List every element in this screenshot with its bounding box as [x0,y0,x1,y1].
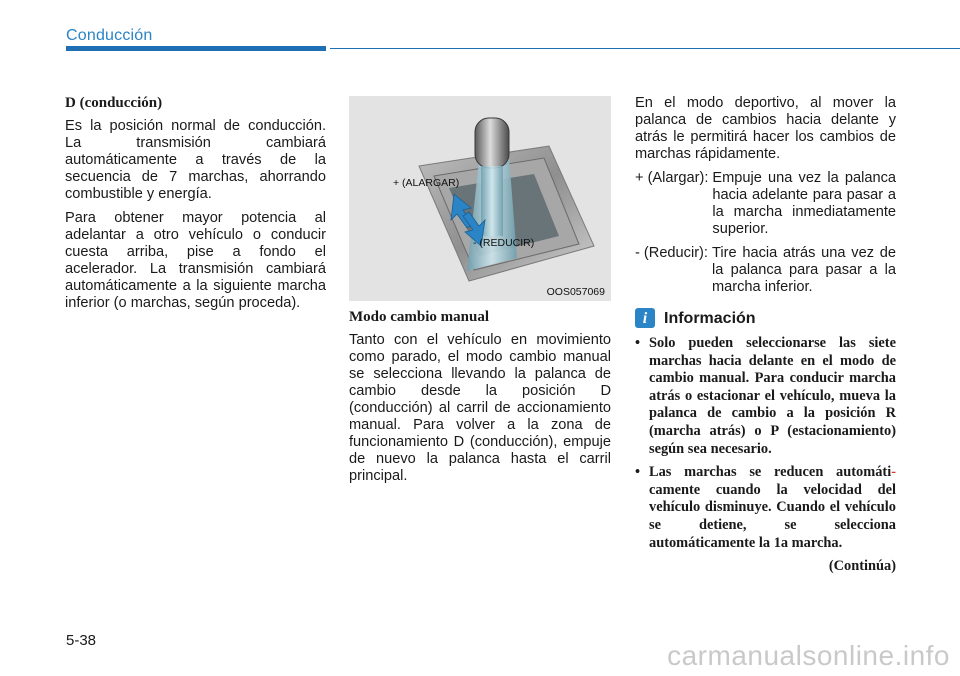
label-upshift: + (ALARGAR) [393,177,460,189]
heading-d-drive: D (conducción) [65,95,163,111]
info-bullet [635,464,896,552]
definition-text-upshift: Empuje una vez la palanca hacia adelante para pasar a la marcha inmediatamente superior. [712,170,896,237]
definition-text-downshift: Tire hacia atrás una vez de la palanca para pasar a la marcha inferior. [711,245,896,295]
label-downshift: - (REDUCIR) [473,237,535,249]
info-bullet-text [649,464,896,552]
column-left [65,95,326,319]
paragraph-d-normal: Es la posición normal de conducción. La transmisión cambiará automáticamente a través de la secuencia de 7 marchas, ahorrando combustible y energía. [65,118,326,202]
column-right [635,95,896,575]
figure-code: OOS057069 [546,286,605,298]
definition-term-downshift: - (Reducir): [635,245,708,261]
info-icon: i [635,308,655,328]
bullet-dot: • [635,464,641,481]
continued-note: (Continúa) [828,558,896,575]
gear-shifter-illustration [349,96,611,301]
section-title: Conducción [66,27,153,44]
definition-term-upshift: + (Alargar): [635,170,709,186]
column-middle [349,309,611,492]
bullet2-end: camente cuando la velocidad del vehículo disminuye. Cuando el vehículo se detiene, se selecciona automáticamente la 1a marcha. [649,481,896,551]
page-number: 5-38 [66,632,97,649]
paragraph-sport-mode: En el modo deportivo, al mover la palanca de cambios hacia delante y atrás le permitirá hacer los cambios de marchas rápidamente. [635,95,896,162]
info-bullet-text: Solo pueden seleccionarse las siete marchas hacia delante en el modo de cambio manual. Para conducir marcha atrás o estacionar el vehículo, mueva la palanca de cambio a la posición R (marcha atrás) o P (estacionamiento) según sea necesario. [649,335,896,457]
definition-upshift [635,170,896,238]
paragraph-d-kickdown: Para obtener mayor potencia al adelantar a otro vehículo o conducir cuesta arriba, pise a fondo el acelerador. La transmisión cambiará automáticamente a la siguiente marcha inferior (o marchas, según proceda). [65,210,326,311]
watermark: carmanualsonline.info [667,640,950,671]
bullet2-start: Las marchas se reducen automáti [649,464,892,481]
info-header [635,308,896,328]
info-bullet-list [635,335,896,552]
gear-shifter-figure [349,96,611,301]
header-rule [330,48,960,49]
bullet-dot: • [635,335,641,351]
definition-downshift [635,245,896,296]
heading-manual-mode: Modo cambio manual [349,309,490,325]
header-bar-thick [66,46,326,51]
info-bullet [635,335,896,458]
hyphen-mark: - [891,464,896,481]
paragraph-manual-mode: Tanto con el vehículo en movimiento como parado, el modo cambio manual se selecciona llevando la palanca de cambio desde la posición D (conducción) al carril de accionamiento manual. Para volver a la zona de funcionamiento D (conducción), empuje de nuevo la palanca hasta el carril principal. [349,332,611,484]
info-title: Información [664,309,756,327]
